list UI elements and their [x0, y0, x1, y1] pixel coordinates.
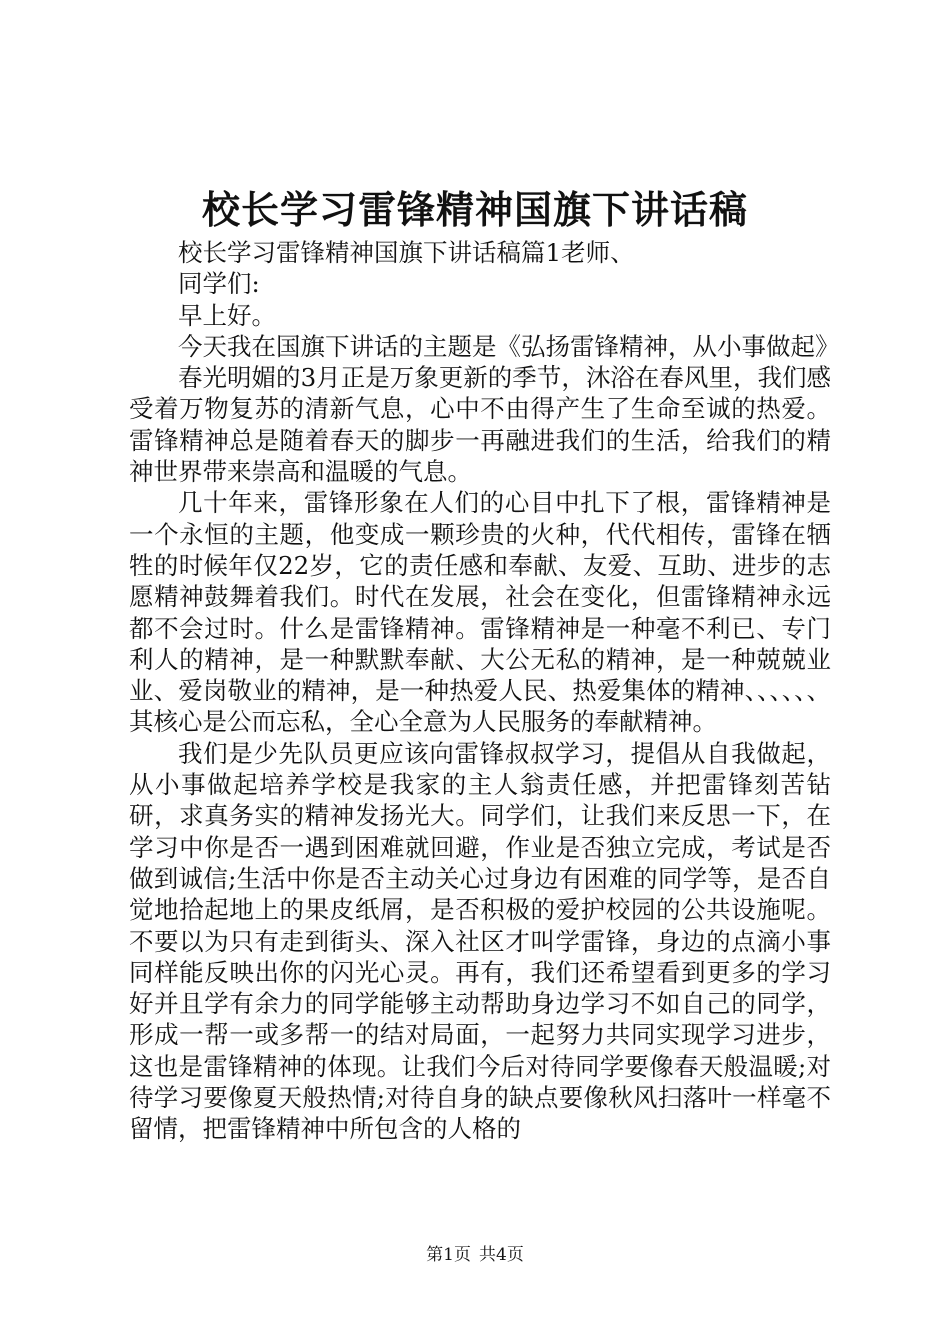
paragraph-young-pioneers: 我们是少先队员更应该向雷锋叔叔学习，提倡从自我做起，从小事做起培养学校是我家的主人翁责任感，并把雷锋刻苦钻研，求真务实的精神发扬光大。同学们，让我们来反思一下，在学习中你是否一遇到困难就回避，作业是否独立完成，考试是否做到诚信;生活中你是否主动关心过身边有困难的同学等，是否自觉地拾起地上的果皮纸屑，是否积极的爱护校园的公共设施呢。不要以为只有走到街头、深入社区才叫学雷锋，身边的点滴小事同样能反映出你的闪光心灵。再有，我们还希望看到更多的学习好并且学有余力的同学能够主动帮助身边学习不如自己的同学，形成一帮一或多帮一的结对局面，一起努力共同实现学习进步，这也是雷锋精神的体现。让我们今后对待同学要像春天般温暖;对待学习要像夏天般热情;对待自身的缺点要像秋风扫落叶一样毫不留情，把雷锋精神中所包含的人格的 — [129, 738, 831, 1144]
document-title: 校长学习雷锋精神国旗下讲话稿 — [201, 187, 748, 232]
page-total: 共4页 — [479, 1245, 524, 1265]
page-footer — [0, 1243, 950, 1267]
paragraph-greeting-students: 同学们: — [178, 269, 260, 299]
document-body — [129, 237, 840, 1145]
paragraph-opening: 校长学习雷锋精神国旗下讲话稿篇1老师、 — [178, 238, 635, 267]
paragraph-lei-feng-spirit: 几十年来，雷锋形象在人们的心目中扎下了根，雷锋精神是一个永恒的主题，他变成一颗珍贵的火种，代代相传，雷锋在牺牲的时候年仅22岁，它的责任感和奉献、友爱、互助、进步的志愿精神鼓舞着我们。时代在发展，社会在变化，但雷锋精神永远都不会过时。什么是雷锋精神。雷锋精神是一种毫不利已、专门利人的精神，是一种默默奉献、大公无私的精神，是一种兢兢业业、爱岗敬业的精神，是一种热爱人民、热爱集体的精神、、、、、、其核心是公而忘私，全心全意为人民服务的奉献精神。 — [129, 488, 831, 737]
paragraph-topic: 今天我在国旗下讲话的主题是《弘扬雷锋精神，从小事做起》 — [178, 331, 840, 361]
paragraph-spring: 春光明媚的3月正是万象更新的季节，沐浴在春风里，我们感受着万物复苏的清新气息，心中不由得产生了生命至诚的热爱。雷锋精神总是随着春天的脚步一再融进我们的生活，给我们的精神世界带来崇高和温暖的气息。 — [129, 363, 831, 487]
paragraph-good-morning: 早上好。 — [178, 300, 276, 330]
page-number: 第1页 — [426, 1245, 471, 1265]
